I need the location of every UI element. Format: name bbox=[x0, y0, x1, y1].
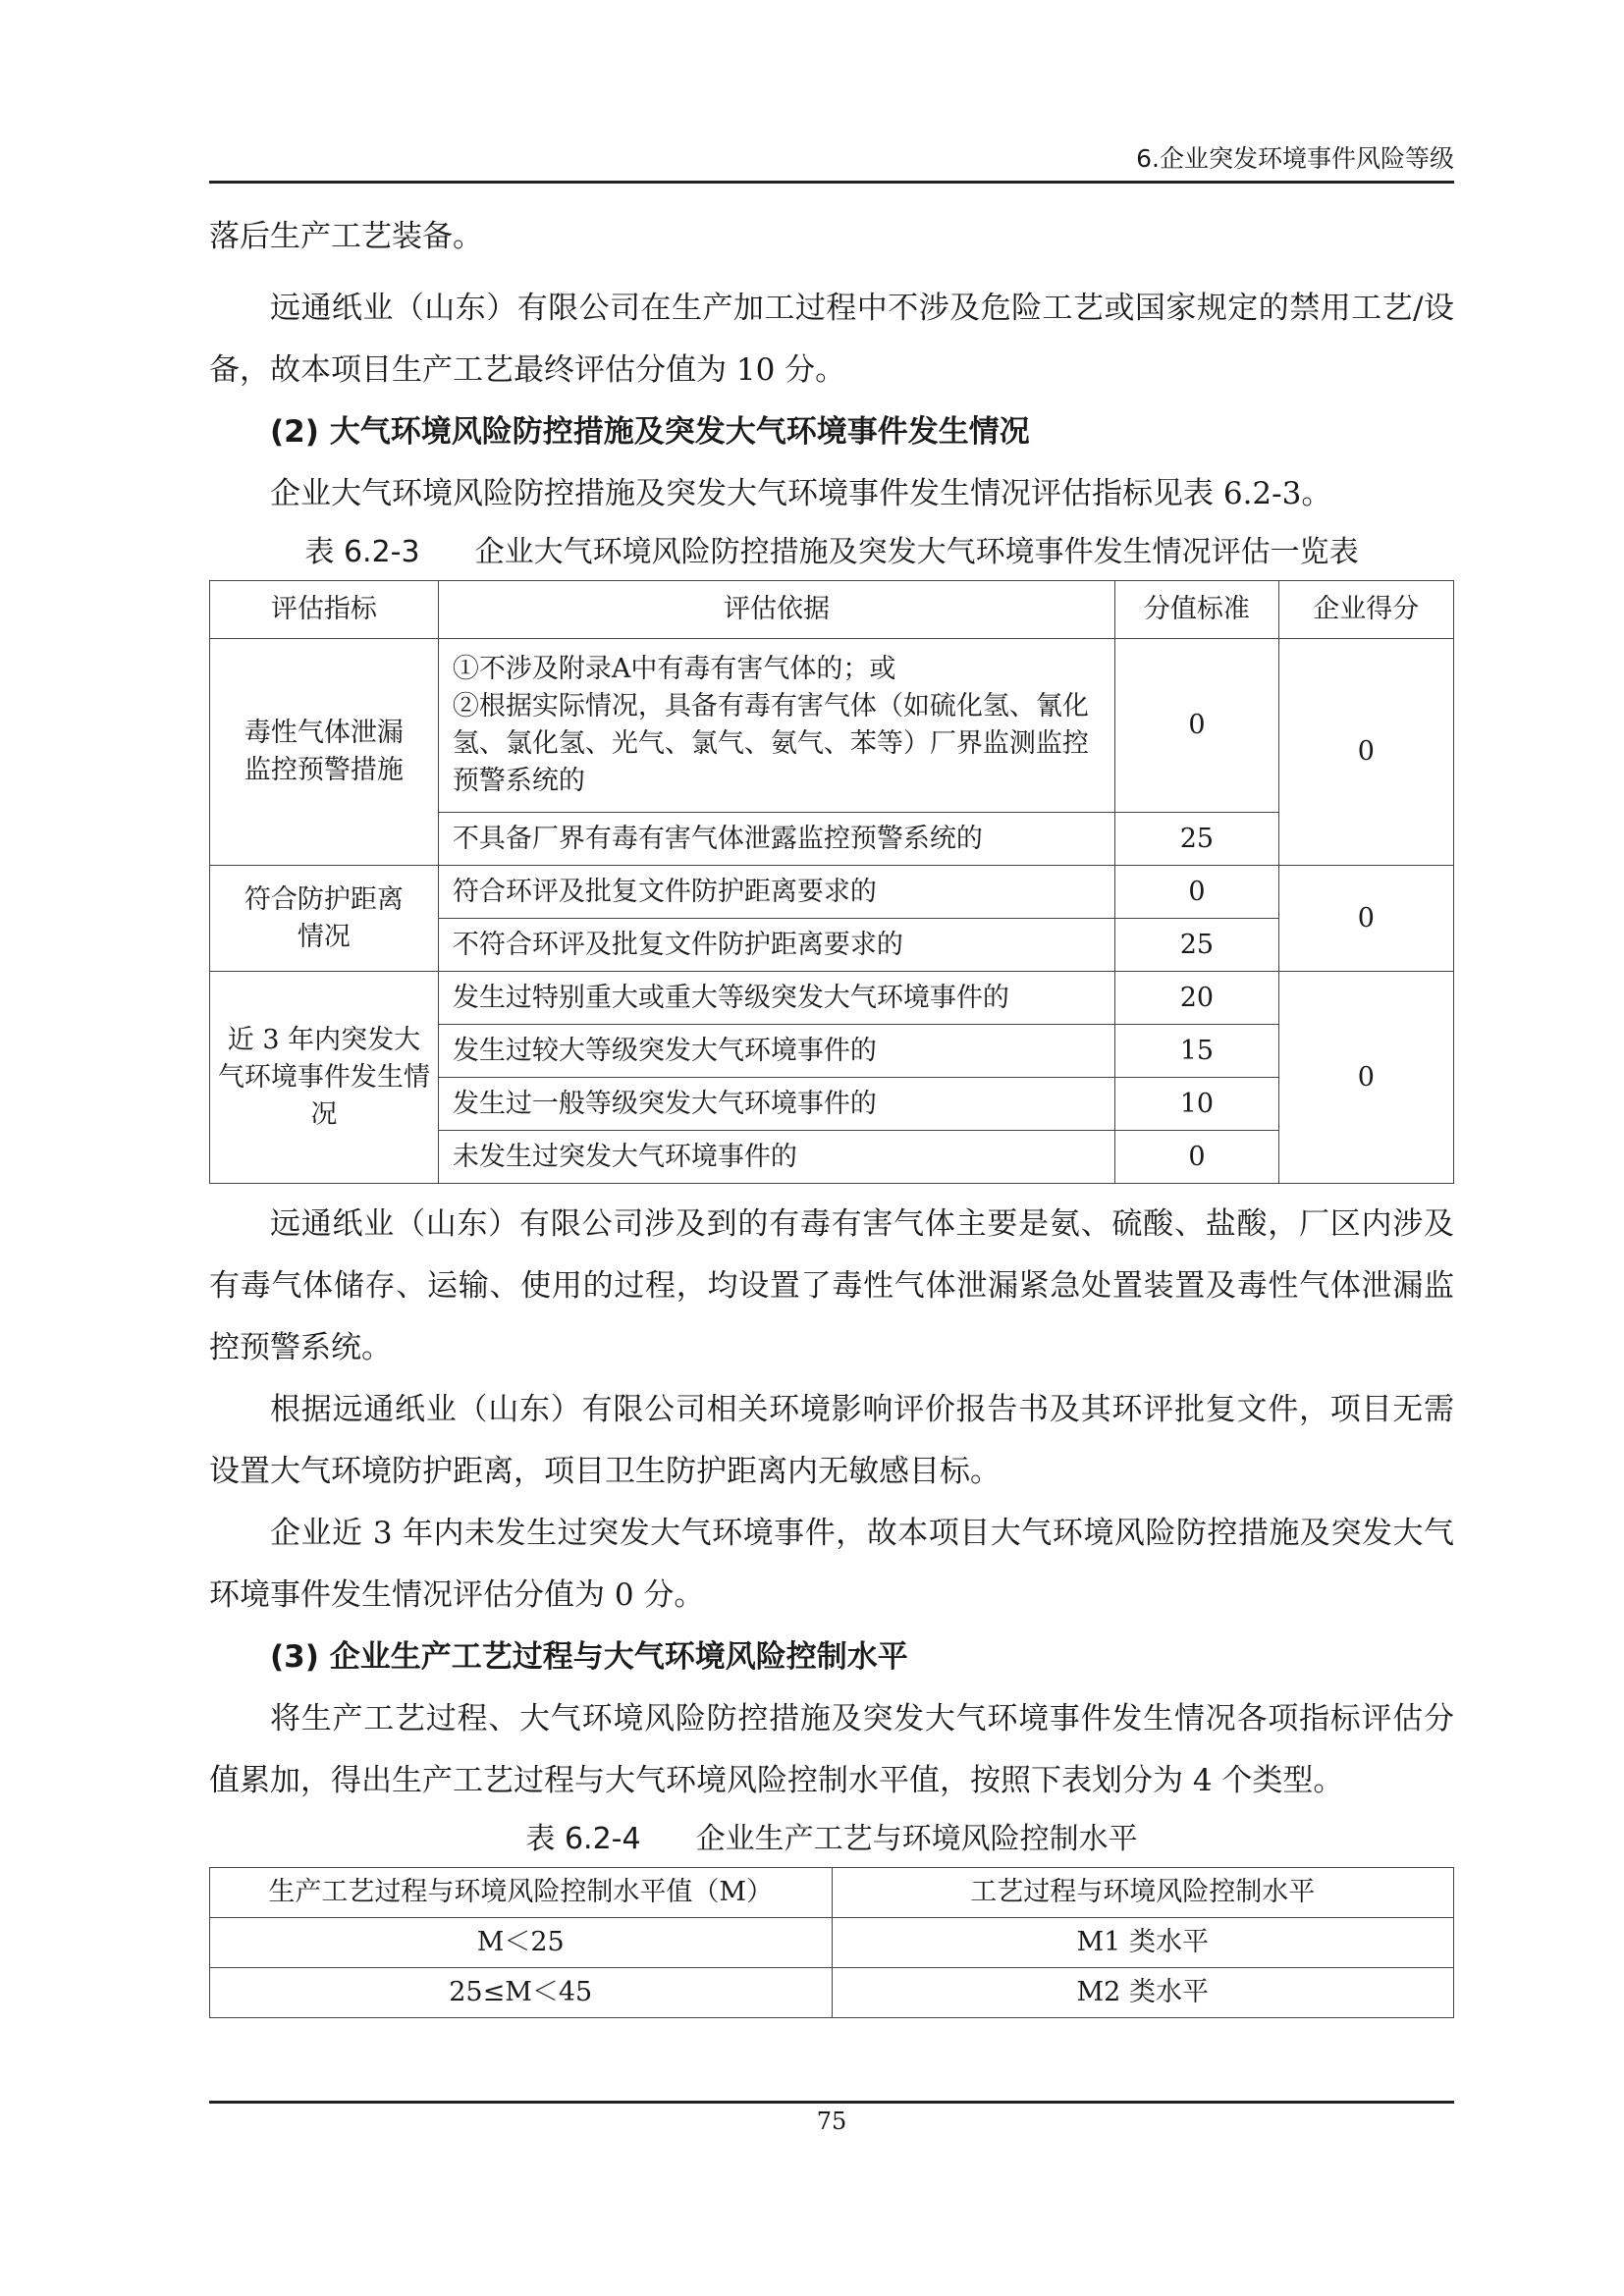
basis-cell: 发生过一般等级突发大气环境事件的 bbox=[438, 1078, 1114, 1131]
paragraph: 根据远通纸业（山东）有限公司相关环境影响评价报告书及其环评批复文件，项目无需设置大气环境防护距离，项目卫生防护距离内无敏感目标。 bbox=[209, 1392, 1454, 1489]
page-number: 75 bbox=[816, 2108, 847, 2135]
indicator-cell: 毒性气体泄漏监控预警措施 bbox=[210, 639, 439, 866]
column-header: 评估依据 bbox=[438, 581, 1114, 639]
table-caption-text: 企业大气环境风险防控措施及突发大气环境事件发生情况评估一览表 bbox=[474, 535, 1359, 569]
table-header-row bbox=[210, 581, 1454, 639]
basis-cell: 未发生过突发大气环境事件的 bbox=[438, 1131, 1114, 1184]
table-cell: M1 类水平 bbox=[832, 1918, 1454, 1968]
basis-cell: 发生过特别重大或重大等级突发大气环境事件的 bbox=[438, 972, 1114, 1025]
paragraph: 企业近 3 年内未发生过突发大气环境事件，故本项目大气环境风险防控措施及突发大气环境事件发生情况评估分值为 0 分。 bbox=[209, 1516, 1454, 1613]
value-cell: 25 bbox=[1115, 919, 1278, 972]
column-header: 分值标准 bbox=[1115, 581, 1278, 639]
table-caption-number: 表 6.2-4 bbox=[525, 1822, 641, 1856]
table-row bbox=[210, 639, 1454, 813]
basis-cell: ①不涉及附录A中有毒有害气体的；或 ②根据实际情况，具备有毒有害气体（如硫化氢、氰化氢、氯化氢、光气、氯气、氨气、苯等）厂界监测监控预警系统的 bbox=[438, 639, 1114, 813]
section-heading: (3) 企业生产工艺过程与大气环境风险控制水平 bbox=[270, 1639, 908, 1675]
basis-cell: 不符合环评及批复文件防护距离要求的 bbox=[438, 919, 1114, 972]
page-header bbox=[209, 135, 1454, 184]
indicator-cell: 符合防护距离情况 bbox=[210, 866, 439, 972]
table-row bbox=[210, 1968, 1454, 2018]
header-title: 6.企业突发环境事件风险等级 bbox=[1136, 144, 1454, 173]
basis-cell: 符合环评及批复文件防护距离要求的 bbox=[438, 866, 1114, 919]
score-cell: 0 bbox=[1278, 639, 1453, 866]
value-cell: 20 bbox=[1115, 972, 1278, 1025]
table-caption-text: 企业生产工艺与环境风险控制水平 bbox=[695, 1822, 1138, 1856]
assessment-table bbox=[209, 580, 1454, 1184]
value-cell: 0 bbox=[1115, 866, 1278, 919]
paragraph: 企业大气环境风险防控措施及突发大气环境事件发生情况评估指标见表 6.2-3。 bbox=[270, 476, 1332, 511]
paragraph: 远通纸业（山东）有限公司在生产加工过程中不涉及危险工艺或国家规定的禁用工艺/设备，故本项目生产工艺最终评估分值为 10 分。 bbox=[209, 291, 1454, 388]
value-cell: 25 bbox=[1115, 813, 1278, 866]
column-header: 评估指标 bbox=[210, 581, 439, 639]
table-row bbox=[210, 1918, 1454, 1968]
column-header: 生产工艺过程与环境风险控制水平值（M） bbox=[210, 1868, 833, 1918]
indicator-cell: 近 3 年内突发大气环境事件发生情况 bbox=[210, 972, 439, 1184]
value-cell: 15 bbox=[1115, 1025, 1278, 1078]
table-cell: 25≤M＜45 bbox=[210, 1968, 833, 2018]
column-header: 企业得分 bbox=[1278, 581, 1453, 639]
value-cell: 0 bbox=[1115, 639, 1278, 813]
table-caption bbox=[209, 1812, 1454, 1867]
basis-cell: 不具备厂界有毒有害气体泄露监控预警系统的 bbox=[438, 813, 1114, 866]
table-caption-number: 表 6.2-3 bbox=[304, 535, 420, 569]
table-cell: M2 类水平 bbox=[832, 1968, 1454, 2018]
score-cell: 0 bbox=[1278, 972, 1453, 1184]
value-cell: 10 bbox=[1115, 1078, 1278, 1131]
table-header-row bbox=[210, 1868, 1454, 1918]
table-row bbox=[210, 866, 1454, 919]
column-header: 工艺过程与环境风险控制水平 bbox=[832, 1868, 1454, 1918]
paragraph: 远通纸业（山东）有限公司涉及到的有毒有害气体主要是氨、硫酸、盐酸，厂区内涉及有毒气体储存、运输、使用的过程，均设置了毒性气体泄漏紧急处置装置及毒性气体泄漏监控预警系统。 bbox=[209, 1206, 1454, 1365]
value-cell: 0 bbox=[1115, 1131, 1278, 1184]
paragraph: 将生产工艺过程、大气环境风险防控措施及突发大气环境事件发生情况各项指标评估分值累加，得出生产工艺过程与大气环境风险控制水平值，按照下表划分为 4 个类型。 bbox=[209, 1701, 1454, 1798]
table-cell: M＜25 bbox=[210, 1918, 833, 1968]
page-footer bbox=[209, 2101, 1454, 2135]
paragraph: 落后生产工艺装备。 bbox=[209, 219, 483, 254]
score-cell: 0 bbox=[1278, 866, 1453, 972]
table-row bbox=[210, 972, 1454, 1025]
control-level-table bbox=[209, 1867, 1454, 2018]
table-caption bbox=[209, 525, 1454, 580]
section-heading: (2) 大气环境风险防控措施及突发大气环境事件发生情况 bbox=[270, 414, 1030, 450]
page-content bbox=[209, 206, 1454, 2018]
basis-cell: 发生过较大等级突发大气环境事件的 bbox=[438, 1025, 1114, 1078]
